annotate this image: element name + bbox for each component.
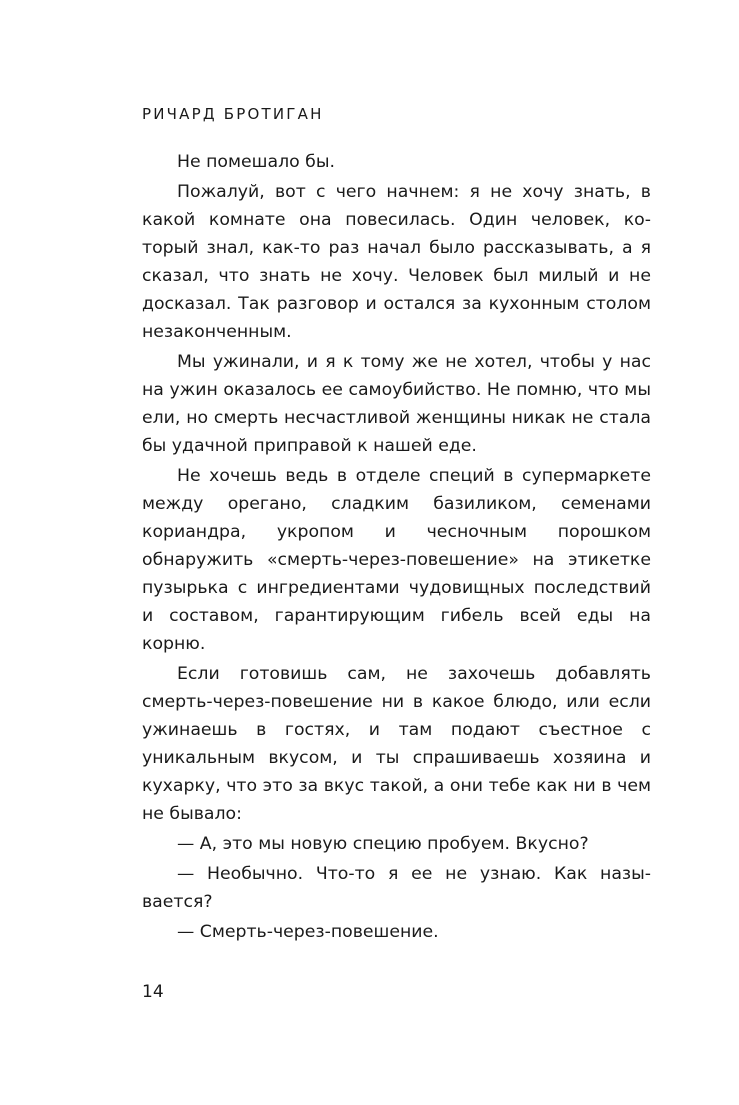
- paragraph-1: Не помешало бы.: [177, 152, 335, 172]
- dialog-line-1: — А, это мы новую специю пробуем. Вкусно?: [177, 834, 589, 854]
- dialog-line-2: — Необычно. Что-то я ее не узнаю. Как называется?: [142, 864, 651, 912]
- page-body-text: [142, 148, 651, 948]
- dialog-line-3: — Смерть-через-повешение.: [177, 922, 439, 942]
- page-number: 14: [142, 982, 164, 1002]
- paragraph-3: Мы ужинали, и я к тому же не хотел, чтобы у нас на ужин оказалось ее самоубийство. Не помню, что мы ели, но смерть несчастливой женщины никак не стала бы удачной приправой к нашей еде.: [142, 352, 651, 456]
- paragraph-4: Не хочешь ведь в отделе специй в супермаркете между орегано, сладким базиликом, семенами кориандра, укропом и чесночным порошком обнаружить «смерть-через-повешение» на этикетке пузырька с ингредиентами чудовищных последствий и составом, гарантирующим гибель всей еды на корню.: [142, 466, 651, 654]
- paragraph-5: Если готовишь сам, не захочешь добавлять смерть-через-повешение ни в какое блюдо, или если ужинаешь в гостях, и там подают съестное с уникальным вкусом, и ты спрашиваешь хозяина и кухарку, что это за вкус такой, а они тебе как ни в чем не бывало:: [142, 664, 651, 824]
- running-head-author: РИЧАРД БРОТИГАН: [142, 105, 324, 123]
- paragraph-2: Пожалуй, вот с чего начнем: я не хочу знать, в какой комнате она повесилась. Один человек, который знал, как-то раз начал было рассказывать, а я сказал, что знать не хочу. Человек был милый и не досказал. Так разговор и остался за кухонным столом незаконченным.: [142, 182, 651, 342]
